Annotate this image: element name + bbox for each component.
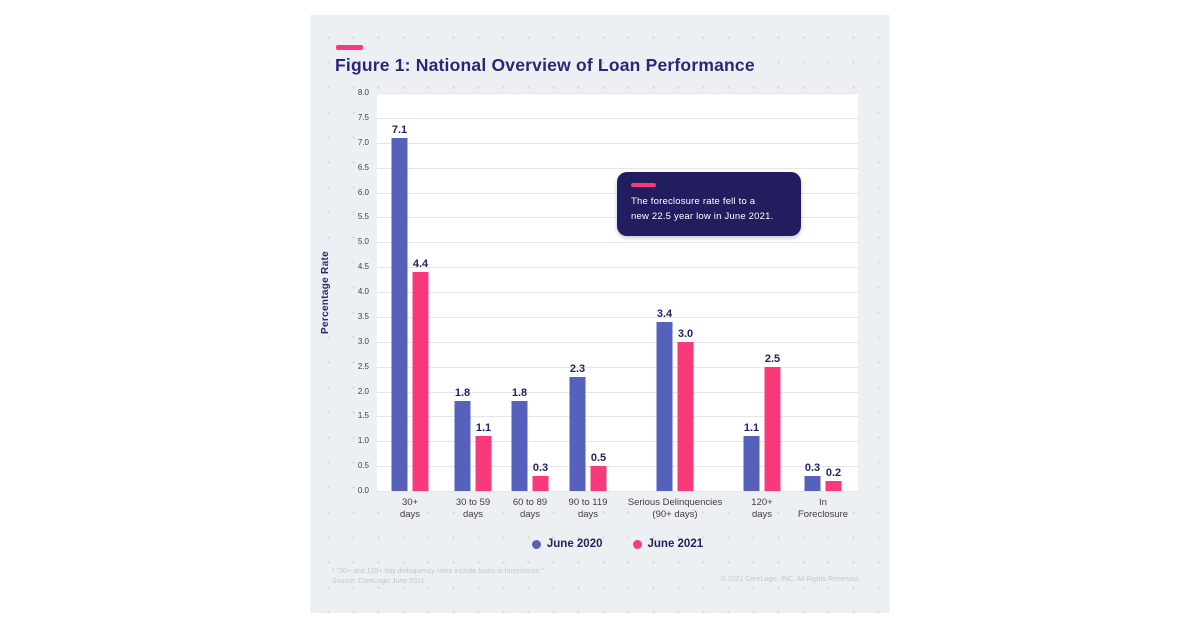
infographic-card (310, 15, 890, 613)
bar-wrap (413, 258, 429, 491)
bar-group (627, 307, 723, 520)
bar (392, 138, 408, 491)
bar (657, 322, 673, 491)
y-axis-title-wrap (312, 93, 338, 491)
bar (476, 436, 492, 491)
y-tick-label: 6.0 (357, 187, 369, 197)
legend-label: June 2021 (647, 538, 704, 550)
gridline (377, 292, 858, 293)
gridline (377, 93, 858, 94)
y-tick-label: 2.5 (357, 361, 369, 371)
bar-wrap (591, 452, 607, 491)
gridline (377, 441, 858, 442)
bar-wrap (826, 467, 842, 491)
category-label: 30+ days (399, 497, 421, 520)
bar (591, 466, 607, 491)
gridline (377, 491, 858, 492)
bar (413, 272, 429, 491)
bar-group (391, 123, 429, 520)
category-label: In Foreclosure (797, 497, 849, 520)
bar-wrap (744, 422, 760, 491)
bar (765, 367, 781, 491)
bar-group (797, 462, 849, 520)
y-tick-label: 4.5 (357, 262, 369, 272)
bar-value-label: 1.1 (743, 422, 760, 435)
bar-value-label: 1.8 (511, 387, 528, 400)
annotation-line2: new 22.5 year low in June 2021. (631, 211, 774, 222)
annotation-callout (617, 172, 801, 236)
bar-value-label: 3.0 (677, 327, 694, 340)
y-tick-label: 3.0 (357, 336, 369, 346)
y-tick-label: 0.5 (357, 461, 369, 471)
legend-dot (532, 540, 541, 549)
figure-title: Figure 1: National Overview of Loan Performance (335, 55, 755, 75)
y-tick-label: 1.0 (357, 436, 369, 446)
bar-value-label: 4.4 (412, 258, 429, 271)
bar-wrap (805, 462, 821, 491)
gridline (377, 242, 858, 243)
gridline (377, 317, 858, 318)
gridline (377, 143, 858, 144)
bar-wrap (765, 353, 781, 491)
footnote (332, 567, 544, 586)
bar-wrap (392, 124, 408, 491)
bar-wrap (657, 308, 673, 491)
y-tick-label: 6.5 (357, 162, 369, 172)
category-label: 120+ days (751, 497, 773, 520)
y-tick-label: 8.0 (357, 88, 369, 97)
bar-wrap (570, 363, 586, 491)
y-tick-label: 2.0 (357, 386, 369, 396)
annotation-line1: The foreclosure rate fell to a (631, 196, 756, 207)
gridline (377, 416, 858, 417)
bar-group (743, 352, 781, 520)
gridline (377, 118, 858, 119)
y-tick-label: 7.0 (357, 137, 369, 147)
y-axis-title: Percentage Rate (319, 250, 331, 334)
bar (678, 342, 694, 491)
bar (533, 476, 549, 491)
chart-legend (377, 538, 858, 550)
category-label: 90 to 119 days (568, 497, 608, 520)
gridline (377, 392, 858, 393)
footnote-line1: * "30+ and 120+ day delinquency rates include loans in foreclosure." (332, 568, 544, 575)
bar-value-label: 0.3 (532, 462, 549, 475)
gridline (377, 367, 858, 368)
category-label: Serious Delinquencies (90+ days) (627, 497, 723, 520)
title-accent-dash (336, 45, 363, 50)
bar-wrap (533, 462, 549, 491)
bar-value-label: 2.3 (569, 362, 586, 375)
y-tick-label: 0.0 (357, 486, 369, 495)
bar-group (568, 362, 608, 520)
bar-wrap (512, 387, 528, 491)
bar-value-label: 3.4 (656, 307, 673, 320)
bar-value-label: 0.5 (590, 452, 607, 465)
bar-group (511, 387, 549, 520)
footnote-line2: Source: CoreLogic June 2021 (332, 577, 425, 585)
bar-value-label: 0.2 (825, 467, 842, 480)
bar-group (454, 387, 492, 520)
copyright: © 2021 CoreLogic, INC. All Rights Reserved. (720, 576, 860, 583)
bar-value-label: 1.8 (454, 387, 471, 400)
annotation-text (631, 194, 787, 224)
bar-value-label: 7.1 (391, 123, 408, 136)
bar (826, 481, 842, 491)
bar-wrap (476, 422, 492, 491)
bar-value-label: 1.1 (475, 422, 492, 435)
y-tick-label: 5.0 (357, 237, 369, 247)
gridline (377, 267, 858, 268)
gridline (377, 466, 858, 467)
gridline (377, 168, 858, 169)
bar (570, 377, 586, 491)
y-tick-label: 3.5 (357, 311, 369, 321)
y-tick-label: 7.5 (357, 112, 369, 122)
legend-dot (633, 540, 642, 549)
category-label: 60 to 89 days (512, 497, 548, 520)
legend-item (532, 538, 603, 550)
bar-value-label: 2.5 (764, 352, 781, 365)
bar (512, 401, 528, 491)
bar (805, 476, 821, 491)
plot-area (357, 88, 858, 520)
bar-wrap (455, 387, 471, 491)
y-tick-label: 5.5 (357, 212, 369, 222)
bar-wrap (678, 328, 694, 491)
annotation-accent-dash (631, 183, 656, 187)
bar (455, 401, 471, 491)
bar-value-label: 0.3 (804, 462, 821, 475)
legend-label: June 2020 (546, 538, 603, 550)
gridline (377, 342, 858, 343)
legend-item (633, 538, 704, 550)
category-label: 30 to 59 days (455, 497, 491, 520)
y-tick-label: 4.0 (357, 287, 369, 296)
bar (744, 436, 760, 491)
y-tick-label: 1.5 (357, 411, 369, 421)
